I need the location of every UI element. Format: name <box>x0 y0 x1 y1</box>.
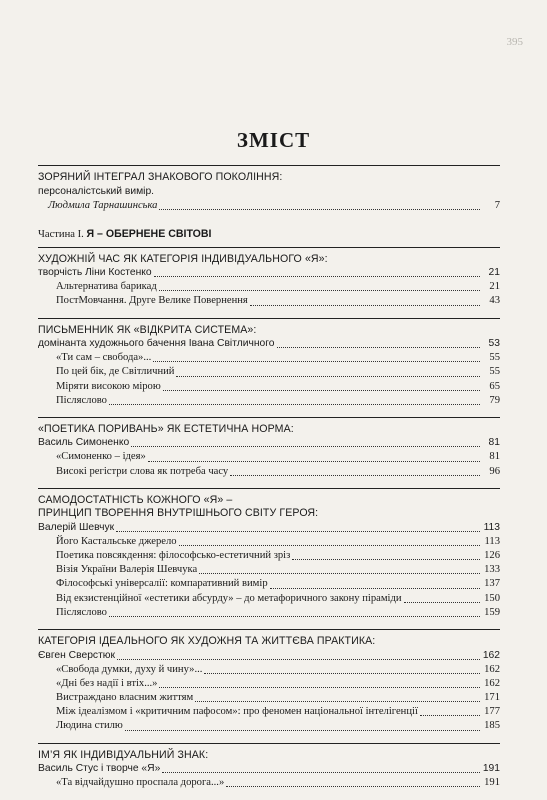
part-label: Частина І. <box>38 228 84 240</box>
section-rule <box>38 165 500 166</box>
entry-title: «Ти сам – свобода»... <box>56 352 152 364</box>
leader-dots <box>153 360 480 362</box>
leader-dots <box>404 601 480 603</box>
page-number: 113 <box>484 535 500 547</box>
leader-dots <box>199 572 480 574</box>
spacer <box>38 734 500 738</box>
entry-title: Валерій Шевчук <box>38 521 115 533</box>
page-number: 7 <box>494 199 500 211</box>
page-number: 43 <box>489 295 500 307</box>
entry-title: По цей бік, де Світличний <box>56 366 175 378</box>
page-number: 171 <box>484 691 500 703</box>
page-number: 21 <box>489 281 500 293</box>
entry-title: ПостМовчання. Друге Велике Повернення <box>56 295 248 307</box>
leader-dots <box>270 587 480 589</box>
leader-dots <box>131 445 480 447</box>
toc-entry[interactable] <box>38 294 500 308</box>
leader-dots <box>116 530 480 532</box>
toc-entry[interactable] <box>38 394 500 408</box>
leader-dots <box>420 714 480 716</box>
spacer <box>38 309 500 313</box>
toc-section <box>38 479 500 620</box>
section-heading: ПРИНЦИП ТВОРЕННЯ ВНУТРІШНЬОГО СВІТУ ГЕРОЯ: <box>38 507 319 520</box>
toc-entry[interactable] <box>38 280 500 294</box>
entry-title: Від екзистенційної «естетики абсурду» – до метафоричного закону піраміди <box>56 592 402 604</box>
toc-entry[interactable] <box>38 776 500 790</box>
faint-page-number: 395 <box>506 36 523 48</box>
leader-dots <box>179 544 480 546</box>
toc-entry[interactable] <box>38 719 500 733</box>
part-title: Я – ОБЕРНЕНЕ СВІТОВІ <box>86 227 212 240</box>
section-rule <box>38 247 500 248</box>
entry-title: Поетика повсякдення: філософсько-естетичний зріз <box>56 550 291 562</box>
toc-section <box>38 734 500 791</box>
entry-title: «Симоненко – ідея» <box>56 451 146 463</box>
page-number: 162 <box>484 677 500 689</box>
leader-dots <box>204 672 480 674</box>
page-number: 191 <box>484 777 500 789</box>
section-heading: ХУДОЖНІЙ ЧАС ЯК КАТЕГОРІЯ ІНДИВІДУАЛЬНОГО «Я»: <box>38 252 328 265</box>
toc-entry[interactable] <box>38 535 500 549</box>
entry-title: Між ідеалізмом і «критичним пафосом»: про феномен національної інтелігенції <box>56 706 418 718</box>
toc-section <box>38 620 500 734</box>
section-rule <box>38 629 500 630</box>
entry-title: Міряти високою мірою <box>56 380 161 392</box>
toc-entry[interactable] <box>38 677 500 691</box>
leader-dots <box>159 289 480 291</box>
toc-section <box>38 309 500 408</box>
page-number: 81 <box>488 437 500 449</box>
leader-dots <box>176 375 480 377</box>
leader-dots <box>109 615 480 617</box>
toc-entry[interactable] <box>38 649 500 663</box>
page-number: 126 <box>484 550 500 562</box>
entry-title: «Дні без надії і втіх...» <box>56 677 158 689</box>
spacer <box>38 479 500 483</box>
leader-dots <box>125 729 480 731</box>
section-rule <box>38 417 500 418</box>
intro-subtitle: персоналістський вимір. <box>38 185 155 197</box>
entry-title: Євген Сверстюк <box>38 649 116 661</box>
part-heading <box>38 227 500 242</box>
intro-heading: ЗОРЯНИЙ ІНТЕГРАЛ ЗНАКОВОГО ПОКОЛІННЯ: <box>38 171 283 183</box>
section-heading: КАТЕГОРІЯ ІДЕАЛЬНОГО ЯК ХУДОЖНЯ ТА ЖИТТЄВА ПРАКТИКА: <box>38 635 376 648</box>
intro-author: Людмила Тарнашинська <box>48 199 158 211</box>
entry-title: Вистраждано власним життям <box>56 691 194 703</box>
section-heading: ІМ’Я ЯК ІНДИВІДУАЛЬНИЙ ЗНАК: <box>38 748 209 761</box>
section-rule <box>38 318 500 319</box>
entry-title: Післяслово <box>56 606 107 618</box>
page-number: 159 <box>484 606 500 618</box>
entry-title: Післяслово <box>56 394 107 406</box>
page-number: 65 <box>489 380 500 392</box>
toc-entry[interactable] <box>38 465 500 479</box>
page-number: 113 <box>483 521 500 533</box>
page-number: 79 <box>489 394 500 406</box>
section-rule <box>38 743 500 744</box>
toc-entry[interactable] <box>38 705 500 719</box>
entry-title: Василь Стус і творче «Я» <box>38 763 161 775</box>
leader-dots <box>250 304 480 306</box>
leader-dots <box>195 700 480 702</box>
section-rule <box>38 488 500 489</box>
leader-dots <box>162 771 480 773</box>
toc-entry[interactable] <box>38 450 500 464</box>
leader-dots <box>154 275 480 277</box>
page-number: 21 <box>488 267 500 279</box>
toc-entry[interactable] <box>38 365 500 379</box>
section-heading: САМОДОСТАТНІСТЬ КОЖНОГО «Я» – <box>38 493 233 506</box>
leader-dots <box>109 403 480 405</box>
page-title: ЗМІСТ <box>236 128 311 152</box>
page-number: 150 <box>484 592 500 604</box>
spacer <box>38 408 500 412</box>
entry-title: «Свобода думки, духу й чину»... <box>56 663 203 675</box>
entry-title: Його Кастальське джерело <box>56 535 177 547</box>
entry-title: Альтернатива барикад <box>56 281 157 293</box>
leader-dots <box>230 474 480 476</box>
leader-dots <box>117 658 480 660</box>
page-number: 191 <box>482 763 500 775</box>
leader-dots <box>226 785 480 787</box>
toc-entry[interactable] <box>38 549 500 563</box>
toc-entry[interactable] <box>38 380 500 394</box>
leader-dots <box>277 346 480 348</box>
entry-title: домінанта художнього бачення Івана Світличного <box>38 338 275 350</box>
toc-entry[interactable] <box>38 351 500 365</box>
leader-dots <box>159 208 480 210</box>
toc-entry[interactable] <box>38 521 500 535</box>
leader-dots <box>159 686 480 688</box>
toc-entry[interactable] <box>38 199 500 213</box>
toc-entry[interactable] <box>38 436 500 450</box>
entry-title: творчість Ліни Костенко <box>38 267 152 279</box>
toc-entry[interactable] <box>38 577 500 591</box>
page-number: 162 <box>484 663 500 675</box>
page-number: 55 <box>489 352 500 364</box>
entry-title: Людина стилю <box>56 720 123 732</box>
page-number: 55 <box>489 366 500 378</box>
entry-title: Візія України Валерія Шевчука <box>56 564 198 576</box>
toc-entry[interactable] <box>38 606 500 620</box>
toc-entry[interactable] <box>38 563 500 577</box>
toc-entry[interactable] <box>38 691 500 705</box>
page-number: 96 <box>489 465 500 477</box>
toc-section <box>38 408 500 479</box>
toc-section <box>38 247 500 309</box>
section-heading: «ПОЕТИКА ПОРИВАНЬ» ЯК ЕСТЕТИЧНА НОРМА: <box>38 422 294 435</box>
toc-entry[interactable] <box>38 762 500 776</box>
toc-entry[interactable] <box>38 266 500 280</box>
entry-title: Василь Симоненко <box>38 437 130 449</box>
page-number: 137 <box>484 578 500 590</box>
page-number: 162 <box>482 649 500 661</box>
page-number: 177 <box>484 706 500 718</box>
page-number: 81 <box>489 451 500 463</box>
page-number: 53 <box>488 338 500 350</box>
table-of-contents <box>38 160 500 790</box>
page-number: 133 <box>484 564 500 576</box>
spacer <box>38 620 500 624</box>
leader-dots <box>148 460 480 462</box>
leader-dots <box>163 389 480 391</box>
sections-list <box>38 247 500 791</box>
entry-title: Філософські універсалії: компаративний вимір <box>56 578 268 590</box>
toc-entry[interactable] <box>38 663 500 677</box>
entry-title: «Та відчайдушно проспала дорога...» <box>56 777 225 789</box>
leader-dots <box>292 558 480 560</box>
toc-entry[interactable] <box>38 337 500 351</box>
section-heading: ПИСЬМЕННИК ЯК «ВІДКРИТА СИСТЕМА»: <box>38 323 257 336</box>
page-number: 185 <box>484 720 500 732</box>
toc-entry[interactable] <box>38 592 500 606</box>
entry-title: Високі регістри слова як потреба часу <box>56 465 229 477</box>
